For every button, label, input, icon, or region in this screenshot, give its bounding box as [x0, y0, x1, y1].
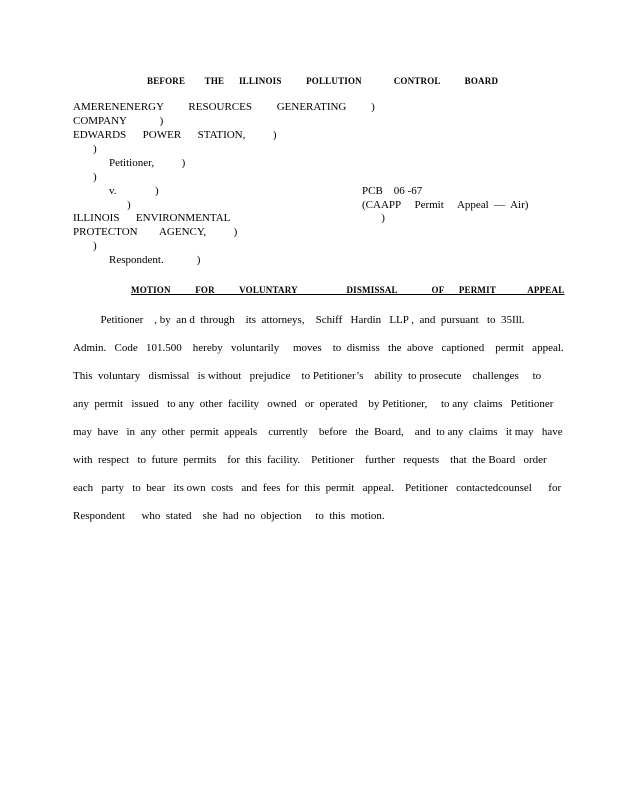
board-title: BEFORE THE ILLINOIS POLLUTION CONTROL BOARD [147, 76, 499, 86]
body-line: This voluntary dismissal is without prejudice to Petitioner’s ability to prosecute challenges to [73, 370, 542, 382]
body-line: each party to bear its own costs and fees for this permit appeal. Petitioner contactedcounsel for [73, 482, 562, 494]
caption-respondent-label: Respondent. ) [109, 254, 201, 266]
body-line: any permit issued to any other facility owned or operated by Petitioner, to any claims Petitioner [73, 398, 554, 410]
body-line: Petitioner , by an d through its attorneys, Schiff Hardin LLP , and pursuant to 35Ill. [73, 314, 525, 326]
body-line: may have in any other permit appeals currently before the Board, and to any claims it may have [73, 426, 563, 438]
caption-paren: ) [93, 240, 97, 252]
case-description: (CAAPP Permit Appeal — Air) [362, 199, 529, 211]
body-line: with respect to future permits for this facility. Petitioner further requests that the Board order [73, 454, 547, 466]
body-line: Respondent who stated she had no objection to this motion. [73, 510, 385, 522]
caption-respondent-name-line1: ILLINOIS ENVIRONMENTAL ) [73, 212, 385, 224]
body-line: Admin. Code 101.500 hereby voluntarily moves to dismiss the above captioned permit appeal. [73, 342, 564, 354]
caption-paren: ) [93, 171, 97, 183]
motion-title: MOTION FOR VOLUNTARY DISMISSAL OF PERMIT APPEAL [131, 285, 565, 295]
caption-respondent-name-line2: PROTECTON AGENCY, ) [73, 226, 238, 238]
caption-paren: ) [127, 199, 131, 211]
motion-body [73, 306, 564, 530]
caption-petitioner-label: Petitioner, ) [109, 157, 186, 169]
caption-versus: v. ) [109, 185, 159, 197]
caption-petitioner-name-line3: EDWARDS POWER STATION, ) [73, 129, 277, 141]
case-number: PCB 06 -67 [362, 185, 423, 197]
caption-paren: ) [93, 143, 97, 155]
caption-petitioner-name-line2: COMPANY ) [73, 115, 164, 127]
caption-petitioner-name-line1: AMERENENERGY RESOURCES GENERATING ) [73, 101, 375, 113]
